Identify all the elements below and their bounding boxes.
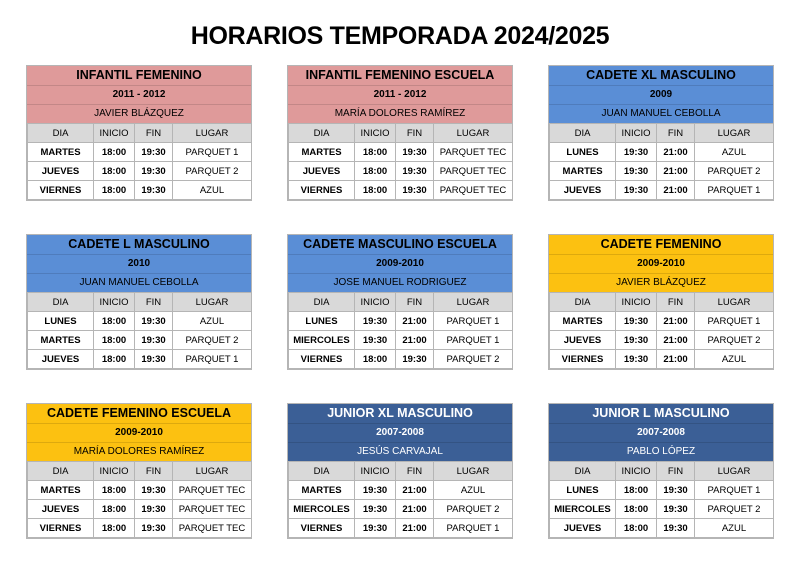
schedule-table — [549, 461, 774, 538]
cell-start: 18:00 — [616, 500, 657, 519]
cell-start: 18:00 — [94, 519, 135, 538]
team-card — [26, 65, 252, 201]
team-coach: JAVIER BLÁZQUEZ — [27, 104, 251, 123]
cell-place: PARQUET TEC — [173, 500, 252, 519]
table-row — [289, 143, 513, 162]
cell-start: 18:00 — [94, 500, 135, 519]
team-coach: JAVIER BLÁZQUEZ — [549, 273, 773, 292]
cell-place: PARQUET 1 — [434, 312, 513, 331]
cell-end: 19:30 — [135, 143, 173, 162]
table-row — [289, 312, 513, 331]
header-end: FIN — [657, 462, 695, 481]
schedule-table — [27, 461, 252, 538]
table-row — [550, 143, 774, 162]
table-header-row — [28, 293, 252, 312]
table-row — [28, 162, 252, 181]
header-end: FIN — [657, 124, 695, 143]
cell-end: 21:00 — [657, 350, 695, 369]
cell-day: JUEVES — [550, 519, 616, 538]
cell-place: PARQUET 1 — [695, 481, 774, 500]
schedule-table — [288, 292, 513, 369]
header-place: LUGAR — [434, 462, 513, 481]
cell-end: 21:00 — [657, 312, 695, 331]
header-end: FIN — [135, 293, 173, 312]
cell-place: PARQUET 1 — [695, 181, 774, 200]
cell-day: JUEVES — [28, 500, 94, 519]
header-place: LUGAR — [173, 124, 252, 143]
cell-day: JUEVES — [28, 162, 94, 181]
cell-start: 18:00 — [94, 481, 135, 500]
table-row — [28, 143, 252, 162]
header-place: LUGAR — [173, 293, 252, 312]
cell-end: 19:30 — [135, 500, 173, 519]
cell-place: PARQUET TEC — [173, 519, 252, 538]
team-card — [287, 403, 513, 539]
header-day: DIA — [289, 124, 355, 143]
cell-day: MARTES — [28, 481, 94, 500]
cell-start: 18:00 — [94, 143, 135, 162]
cell-day: MIERCOLES — [550, 500, 616, 519]
header-day: DIA — [289, 293, 355, 312]
team-coach: PABLO LÓPEZ — [549, 442, 773, 461]
cell-day: VIERNES — [550, 350, 616, 369]
cell-start: 19:30 — [355, 500, 396, 519]
cell-end: 21:00 — [396, 331, 434, 350]
cell-end: 19:30 — [396, 162, 434, 181]
table-row — [28, 481, 252, 500]
header-start: INICIO — [616, 124, 657, 143]
schedule-table — [27, 292, 252, 369]
cell-day: VIERNES — [28, 519, 94, 538]
cell-start: 18:00 — [94, 350, 135, 369]
header-day: DIA — [550, 124, 616, 143]
header-place: LUGAR — [695, 124, 774, 143]
cell-place: PARQUET TEC — [173, 481, 252, 500]
cell-day: VIERNES — [28, 181, 94, 200]
cell-place: PARQUET TEC — [434, 143, 513, 162]
team-name: CADETE FEMENINO — [549, 235, 773, 254]
table-row — [550, 331, 774, 350]
header-place: LUGAR — [695, 462, 774, 481]
team-card — [548, 234, 774, 370]
team-years: 2007-2008 — [288, 423, 512, 442]
header-start: INICIO — [355, 293, 396, 312]
cell-start: 19:30 — [355, 312, 396, 331]
cell-end: 19:30 — [657, 500, 695, 519]
team-years: 2009-2010 — [549, 254, 773, 273]
cell-day: MARTES — [289, 143, 355, 162]
cell-end: 21:00 — [396, 312, 434, 331]
team-years: 2011 - 2012 — [27, 85, 251, 104]
header-start: INICIO — [616, 462, 657, 481]
header-day: DIA — [550, 293, 616, 312]
cell-place: PARQUET 2 — [173, 331, 252, 350]
header-start: INICIO — [94, 293, 135, 312]
table-header-row — [289, 124, 513, 143]
header-day: DIA — [28, 124, 94, 143]
team-coach: JUAN MANUEL CEBOLLA — [549, 104, 773, 123]
cell-end: 19:30 — [135, 331, 173, 350]
cell-end: 21:00 — [657, 162, 695, 181]
table-row — [550, 312, 774, 331]
cell-start: 19:30 — [616, 331, 657, 350]
header-end: FIN — [135, 462, 173, 481]
team-card — [287, 65, 513, 201]
team-years: 2010 — [27, 254, 251, 273]
team-coach: MARÍA DOLORES RAMÍREZ — [27, 442, 251, 461]
table-row — [28, 519, 252, 538]
team-years: 2009 — [549, 85, 773, 104]
cell-day: MARTES — [28, 331, 94, 350]
cell-end: 19:30 — [657, 481, 695, 500]
cell-place: PARQUET 2 — [695, 331, 774, 350]
schedule-grid — [26, 65, 778, 537]
cell-day: MIERCOLES — [289, 331, 355, 350]
cell-place: PARQUET 1 — [434, 519, 513, 538]
cell-day: JUEVES — [289, 162, 355, 181]
cell-place: PARQUET TEC — [434, 162, 513, 181]
cell-end: 21:00 — [657, 143, 695, 162]
header-start: INICIO — [616, 293, 657, 312]
table-row — [28, 312, 252, 331]
team-coach: JESÚS CARVAJAL — [288, 442, 512, 461]
cell-day: LUNES — [550, 481, 616, 500]
team-years: 2007-2008 — [549, 423, 773, 442]
table-header-row — [28, 124, 252, 143]
header-place: LUGAR — [434, 293, 513, 312]
header-end: FIN — [396, 293, 434, 312]
cell-start: 18:00 — [616, 519, 657, 538]
header-day: DIA — [28, 293, 94, 312]
cell-start: 18:00 — [94, 312, 135, 331]
cell-place: PARQUET 1 — [173, 350, 252, 369]
cell-start: 18:00 — [616, 481, 657, 500]
table-row — [28, 331, 252, 350]
team-name: INFANTIL FEMENINO — [27, 66, 251, 85]
cell-end: 21:00 — [396, 481, 434, 500]
cell-day: JUEVES — [28, 350, 94, 369]
cell-start: 18:00 — [94, 181, 135, 200]
team-card — [287, 234, 513, 370]
cell-place: AZUL — [434, 481, 513, 500]
team-coach: MARÍA DOLORES RAMÍREZ — [288, 104, 512, 123]
header-day: DIA — [289, 462, 355, 481]
team-coach: JUAN MANUEL CEBOLLA — [27, 273, 251, 292]
cell-end: 19:30 — [135, 519, 173, 538]
cell-day: MARTES — [289, 481, 355, 500]
schedule-table — [27, 123, 252, 200]
cell-place: PARQUET 2 — [695, 162, 774, 181]
cell-end: 19:30 — [657, 519, 695, 538]
cell-place: PARQUET 1 — [695, 312, 774, 331]
cell-place: PARQUET 2 — [434, 350, 513, 369]
header-day: DIA — [550, 462, 616, 481]
table-header-row — [550, 462, 774, 481]
team-years: 2011 - 2012 — [288, 85, 512, 104]
header-end: FIN — [657, 293, 695, 312]
cell-start: 18:00 — [355, 350, 396, 369]
team-card — [548, 403, 774, 539]
cell-place: AZUL — [173, 181, 252, 200]
header-place: LUGAR — [173, 462, 252, 481]
cell-end: 21:00 — [657, 331, 695, 350]
header-day: DIA — [28, 462, 94, 481]
cell-day: JUEVES — [550, 181, 616, 200]
table-row — [550, 181, 774, 200]
header-end: FIN — [135, 124, 173, 143]
cell-end: 19:30 — [135, 481, 173, 500]
schedule-table — [549, 123, 774, 200]
table-row — [28, 350, 252, 369]
team-card — [26, 403, 252, 539]
table-header-row — [550, 293, 774, 312]
schedule-table — [549, 292, 774, 369]
header-place: LUGAR — [434, 124, 513, 143]
cell-end: 19:30 — [135, 181, 173, 200]
table-row — [289, 481, 513, 500]
cell-day: LUNES — [550, 143, 616, 162]
cell-start: 18:00 — [355, 143, 396, 162]
table-row — [550, 519, 774, 538]
table-row — [289, 519, 513, 538]
cell-place: PARQUET 2 — [695, 500, 774, 519]
header-start: INICIO — [94, 124, 135, 143]
team-name: CADETE MASCULINO ESCUELA — [288, 235, 512, 254]
cell-day: VIERNES — [289, 181, 355, 200]
team-name: CADETE XL MASCULINO — [549, 66, 773, 85]
table-row — [289, 331, 513, 350]
table-row — [550, 481, 774, 500]
page-title: HORARIOS TEMPORADA 2024/2025 — [190, 22, 610, 50]
cell-place: AZUL — [695, 519, 774, 538]
cell-start: 19:30 — [355, 331, 396, 350]
table-row — [28, 181, 252, 200]
cell-start: 19:30 — [355, 481, 396, 500]
cell-day: MARTES — [28, 143, 94, 162]
team-name: JUNIOR XL MASCULINO — [288, 404, 512, 423]
schedule-table — [288, 123, 513, 200]
cell-end: 19:30 — [135, 162, 173, 181]
table-row — [289, 181, 513, 200]
team-name: CADETE FEMENINO ESCUELA — [27, 404, 251, 423]
team-years: 2009-2010 — [288, 254, 512, 273]
cell-day: MARTES — [550, 312, 616, 331]
cell-day: MIERCOLES — [289, 500, 355, 519]
cell-end: 19:30 — [396, 181, 434, 200]
team-coach: JOSE MANUEL RODRIGUEZ — [288, 273, 512, 292]
cell-place: AZUL — [695, 350, 774, 369]
cell-place: PARQUET 2 — [173, 162, 252, 181]
team-name: JUNIOR L MASCULINO — [549, 404, 773, 423]
cell-start: 18:00 — [355, 181, 396, 200]
cell-start: 18:00 — [355, 162, 396, 181]
cell-day: JUEVES — [550, 331, 616, 350]
cell-start: 18:00 — [94, 331, 135, 350]
cell-start: 19:30 — [355, 519, 396, 538]
cell-start: 19:30 — [616, 312, 657, 331]
cell-end: 21:00 — [396, 519, 434, 538]
cell-day: LUNES — [28, 312, 94, 331]
table-row — [289, 162, 513, 181]
cell-place: PARQUET 2 — [434, 500, 513, 519]
table-row — [289, 500, 513, 519]
header-end: FIN — [396, 462, 434, 481]
table-header-row — [289, 293, 513, 312]
team-name: CADETE L MASCULINO — [27, 235, 251, 254]
team-card — [26, 234, 252, 370]
cell-day: LUNES — [289, 312, 355, 331]
cell-start: 19:30 — [616, 181, 657, 200]
header-start: INICIO — [355, 462, 396, 481]
team-card — [548, 65, 774, 201]
cell-start: 19:30 — [616, 162, 657, 181]
cell-end: 21:00 — [657, 181, 695, 200]
cell-place: AZUL — [173, 312, 252, 331]
table-header-row — [289, 462, 513, 481]
cell-end: 21:00 — [396, 500, 434, 519]
team-name: INFANTIL FEMENINO ESCUELA — [288, 66, 512, 85]
cell-end: 19:30 — [135, 350, 173, 369]
cell-day: VIERNES — [289, 350, 355, 369]
table-row — [28, 500, 252, 519]
table-row — [289, 350, 513, 369]
cell-end: 19:30 — [135, 312, 173, 331]
cell-place: PARQUET TEC — [434, 181, 513, 200]
table-row — [550, 162, 774, 181]
header-end: FIN — [396, 124, 434, 143]
table-header-row — [550, 124, 774, 143]
cell-start: 18:00 — [94, 162, 135, 181]
header-place: LUGAR — [695, 293, 774, 312]
cell-start: 19:30 — [616, 143, 657, 162]
cell-place: AZUL — [695, 143, 774, 162]
schedule-table — [288, 461, 513, 538]
cell-end: 19:30 — [396, 350, 434, 369]
cell-place: PARQUET 1 — [173, 143, 252, 162]
cell-day: MARTES — [550, 162, 616, 181]
header-start: INICIO — [94, 462, 135, 481]
table-row — [550, 500, 774, 519]
table-header-row — [28, 462, 252, 481]
cell-end: 19:30 — [396, 143, 434, 162]
table-row — [550, 350, 774, 369]
cell-place: PARQUET 1 — [434, 331, 513, 350]
cell-start: 19:30 — [616, 350, 657, 369]
header-start: INICIO — [355, 124, 396, 143]
team-years: 2009-2010 — [27, 423, 251, 442]
cell-day: VIERNES — [289, 519, 355, 538]
